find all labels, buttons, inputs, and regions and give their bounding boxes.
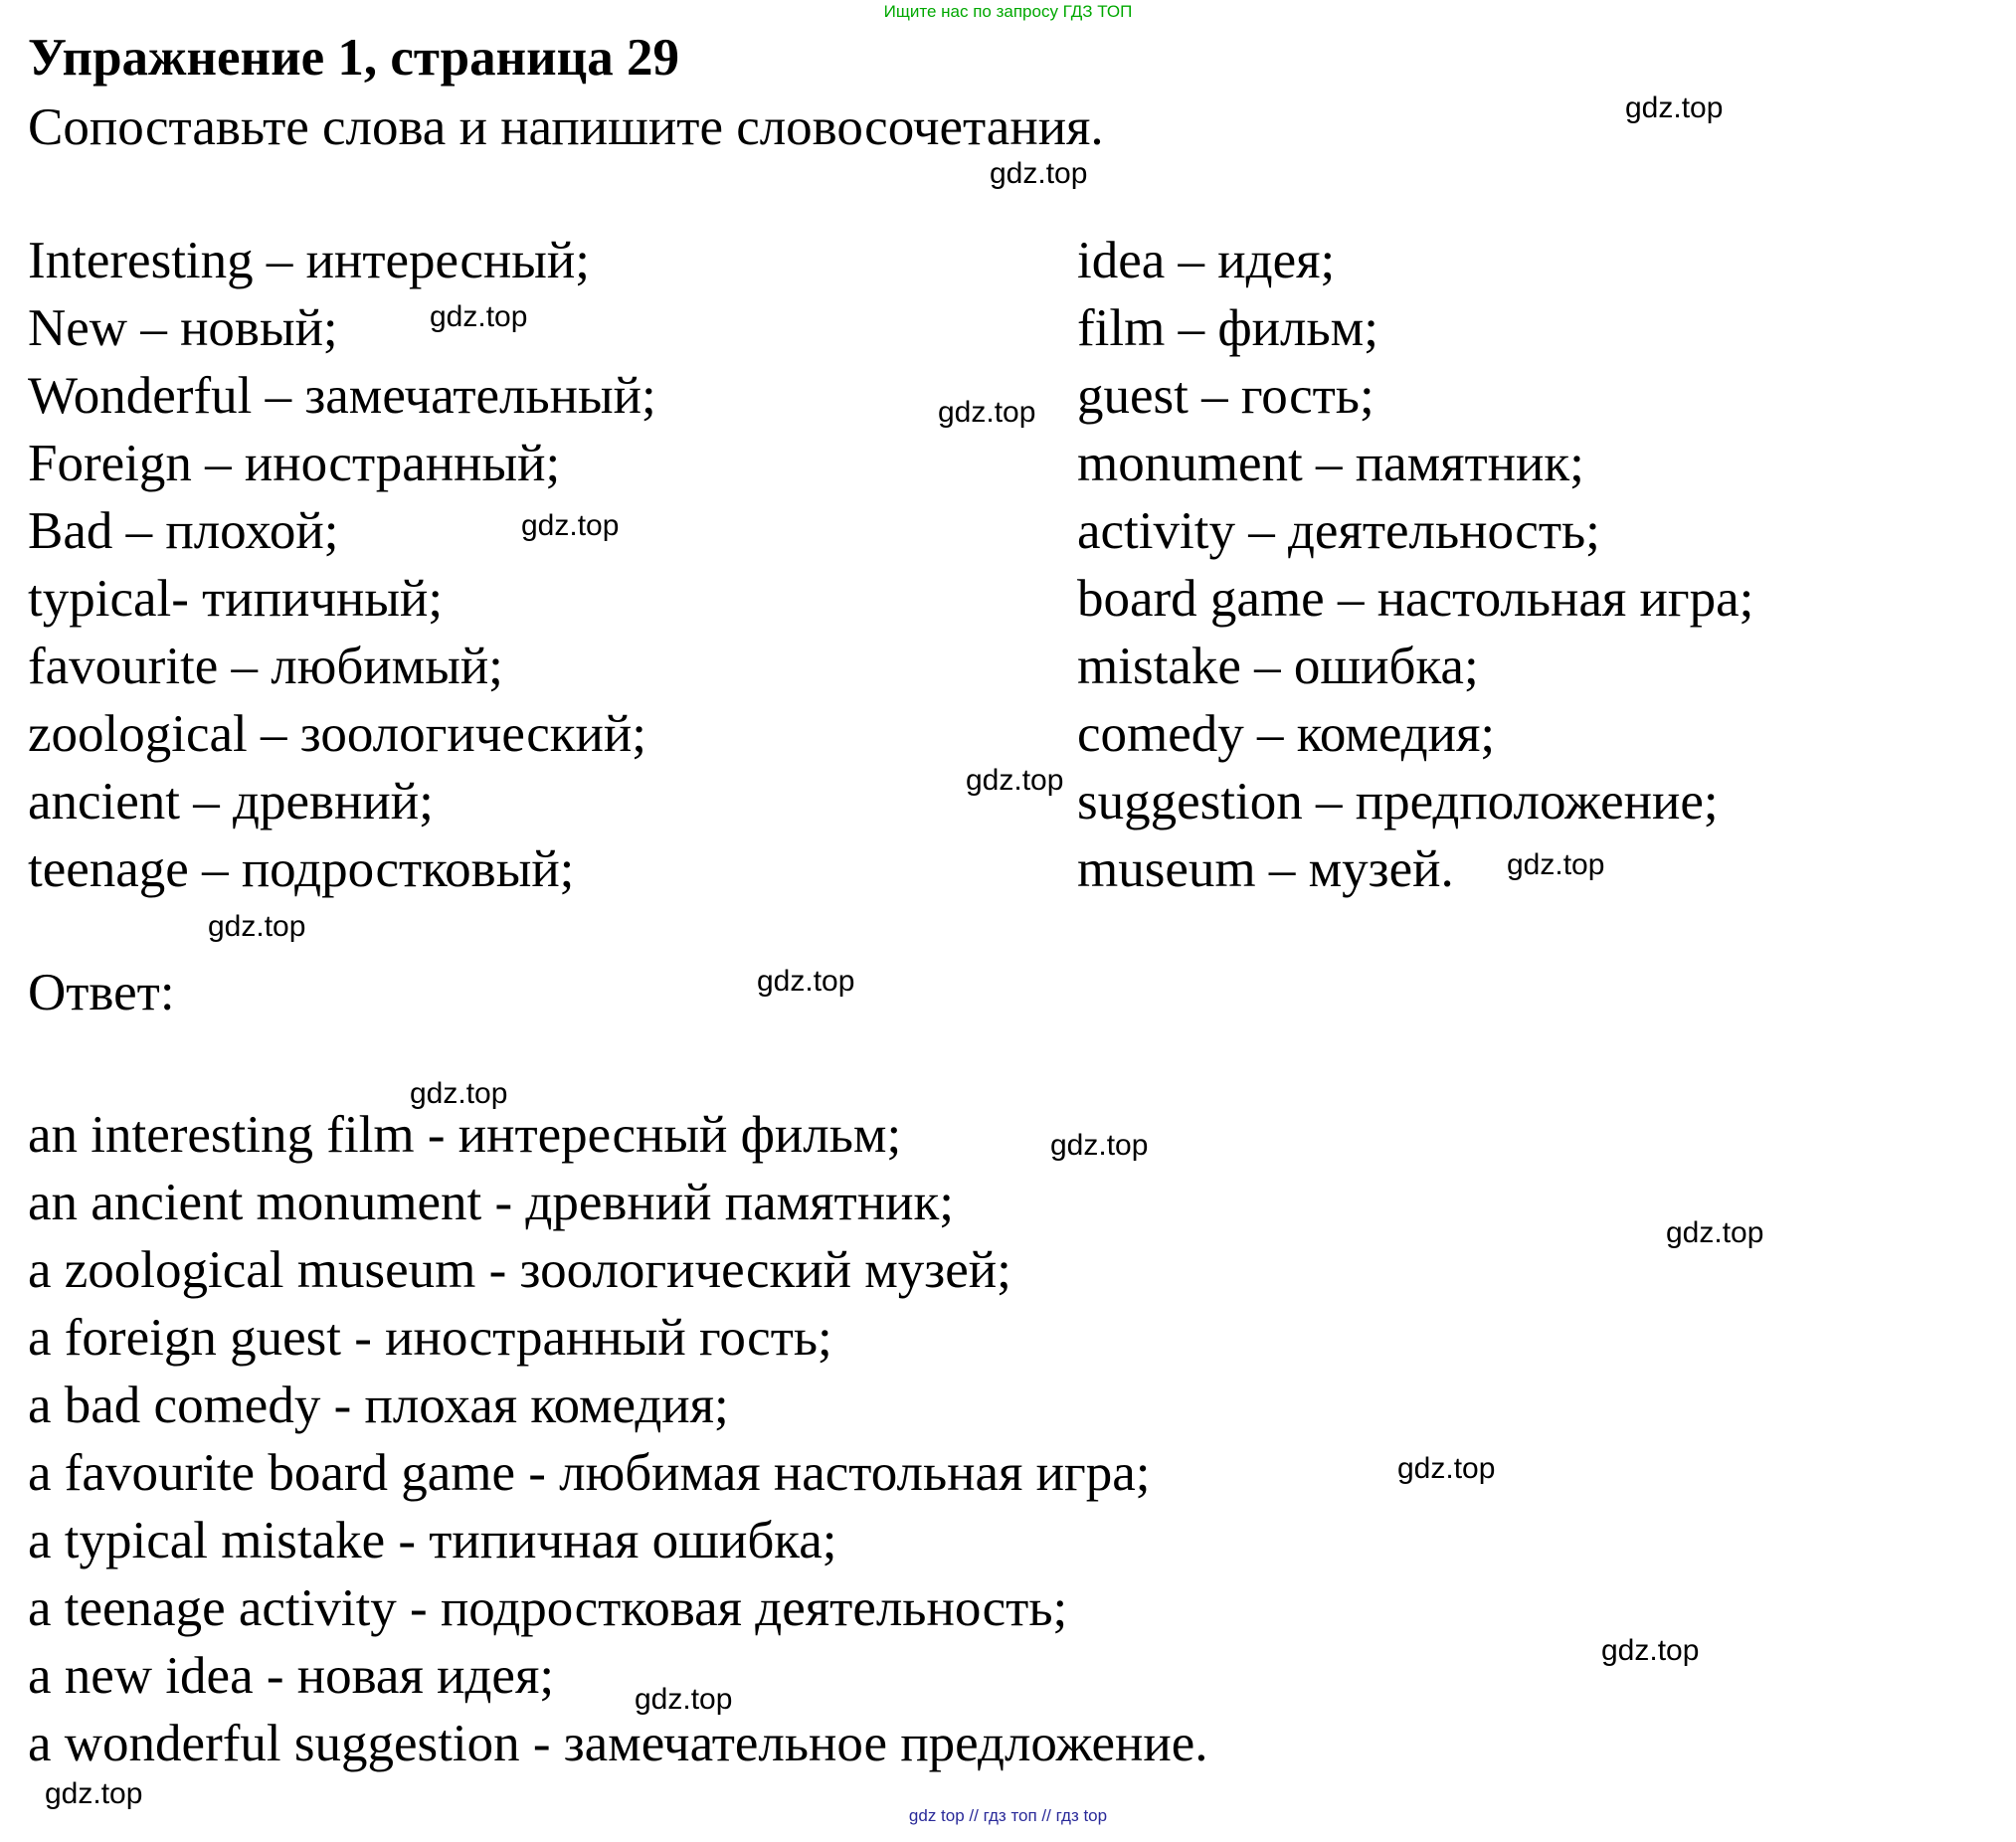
watermark: gdz.top xyxy=(1050,1129,1149,1162)
watermark: gdz.top xyxy=(1397,1452,1496,1485)
watermark: gdz.top xyxy=(966,764,1064,797)
answer-item: an ancient monument - древний памятник; xyxy=(28,1174,954,1231)
watermark: gdz.top xyxy=(1666,1216,1764,1249)
watermark: gdz.top xyxy=(45,1777,143,1810)
answer-item: a foreign guest - иностранный гость; xyxy=(28,1309,832,1367)
list-item: New – новый; xyxy=(28,299,338,357)
answer-item: a teenage activity - подростковая деятельность; xyxy=(28,1579,1068,1637)
adjectives-list xyxy=(28,227,656,903)
list-item: film – фильм; xyxy=(1077,299,1378,357)
nouns-list xyxy=(1077,227,1753,903)
answer-item: a bad comedy - плохая комедия; xyxy=(28,1377,729,1434)
list-item: typical- типичный; xyxy=(28,570,444,628)
watermark: gdz.top xyxy=(757,965,855,998)
watermark: gdz.top xyxy=(208,910,306,943)
exercise-title: Упражнение 1, страница 29 xyxy=(28,29,679,87)
watermark: gdz.top xyxy=(938,396,1036,429)
watermark: gdz.top xyxy=(410,1077,508,1110)
list-item: board game – настольная игра; xyxy=(1077,570,1754,628)
watermark: gdz.top xyxy=(521,509,620,542)
list-item: monument – памятник; xyxy=(1077,435,1584,492)
list-item: ancient – древний; xyxy=(28,773,434,830)
watermark: gdz.top xyxy=(990,157,1088,190)
answers-list xyxy=(28,1101,1208,1777)
answer-item: a typical mistake - типичная ошибка; xyxy=(28,1512,837,1569)
list-item: guest – гость; xyxy=(1077,367,1375,425)
footer-links[interactable]: gdz top // гдз топ // гдз top xyxy=(908,1806,1108,1825)
answer-item: a zoological museum - зоологический музей; xyxy=(28,1241,1011,1299)
list-item: Wonderful – замечательный; xyxy=(28,367,656,425)
watermark: gdz.top xyxy=(1601,1634,1700,1667)
answer-item: an interesting film - интересный фильм; xyxy=(28,1106,902,1164)
top-notice-link[interactable]: Ищите нас по запросу ГДЗ ТОП xyxy=(883,2,1133,21)
list-item: teenage – подростковый; xyxy=(28,840,575,898)
watermark: gdz.top xyxy=(430,300,528,333)
list-item: activity – деятельность; xyxy=(1077,502,1600,560)
list-item: Foreign – иностранный; xyxy=(28,435,561,492)
answer-item: a wonderful suggestion - замечательное предложение. xyxy=(28,1715,1208,1772)
list-item: zoological – зоологический; xyxy=(28,705,646,763)
list-item: Bad – плохой; xyxy=(28,502,339,560)
list-item: mistake – ошибка; xyxy=(1077,638,1479,695)
answer-heading: Ответ: xyxy=(28,964,175,1021)
list-item: Interesting – интересный; xyxy=(28,232,590,289)
exercise-instruction: Сопоставьте слова и напишите словосочетания. xyxy=(28,98,1104,156)
list-item: museum – музей. xyxy=(1077,840,1454,898)
list-item: suggestion – предположение; xyxy=(1077,773,1719,830)
list-item: idea – идея; xyxy=(1077,232,1336,289)
watermark: gdz.top xyxy=(1625,92,1724,124)
answer-item: a favourite board game - любимая настольная игра; xyxy=(28,1444,1151,1502)
list-item: comedy – комедия; xyxy=(1077,705,1496,763)
watermark: gdz.top xyxy=(635,1683,733,1716)
answer-item: a new idea - новая идея; xyxy=(28,1647,555,1705)
list-item: favourite – любимый; xyxy=(28,638,503,695)
watermark: gdz.top xyxy=(1507,848,1605,881)
